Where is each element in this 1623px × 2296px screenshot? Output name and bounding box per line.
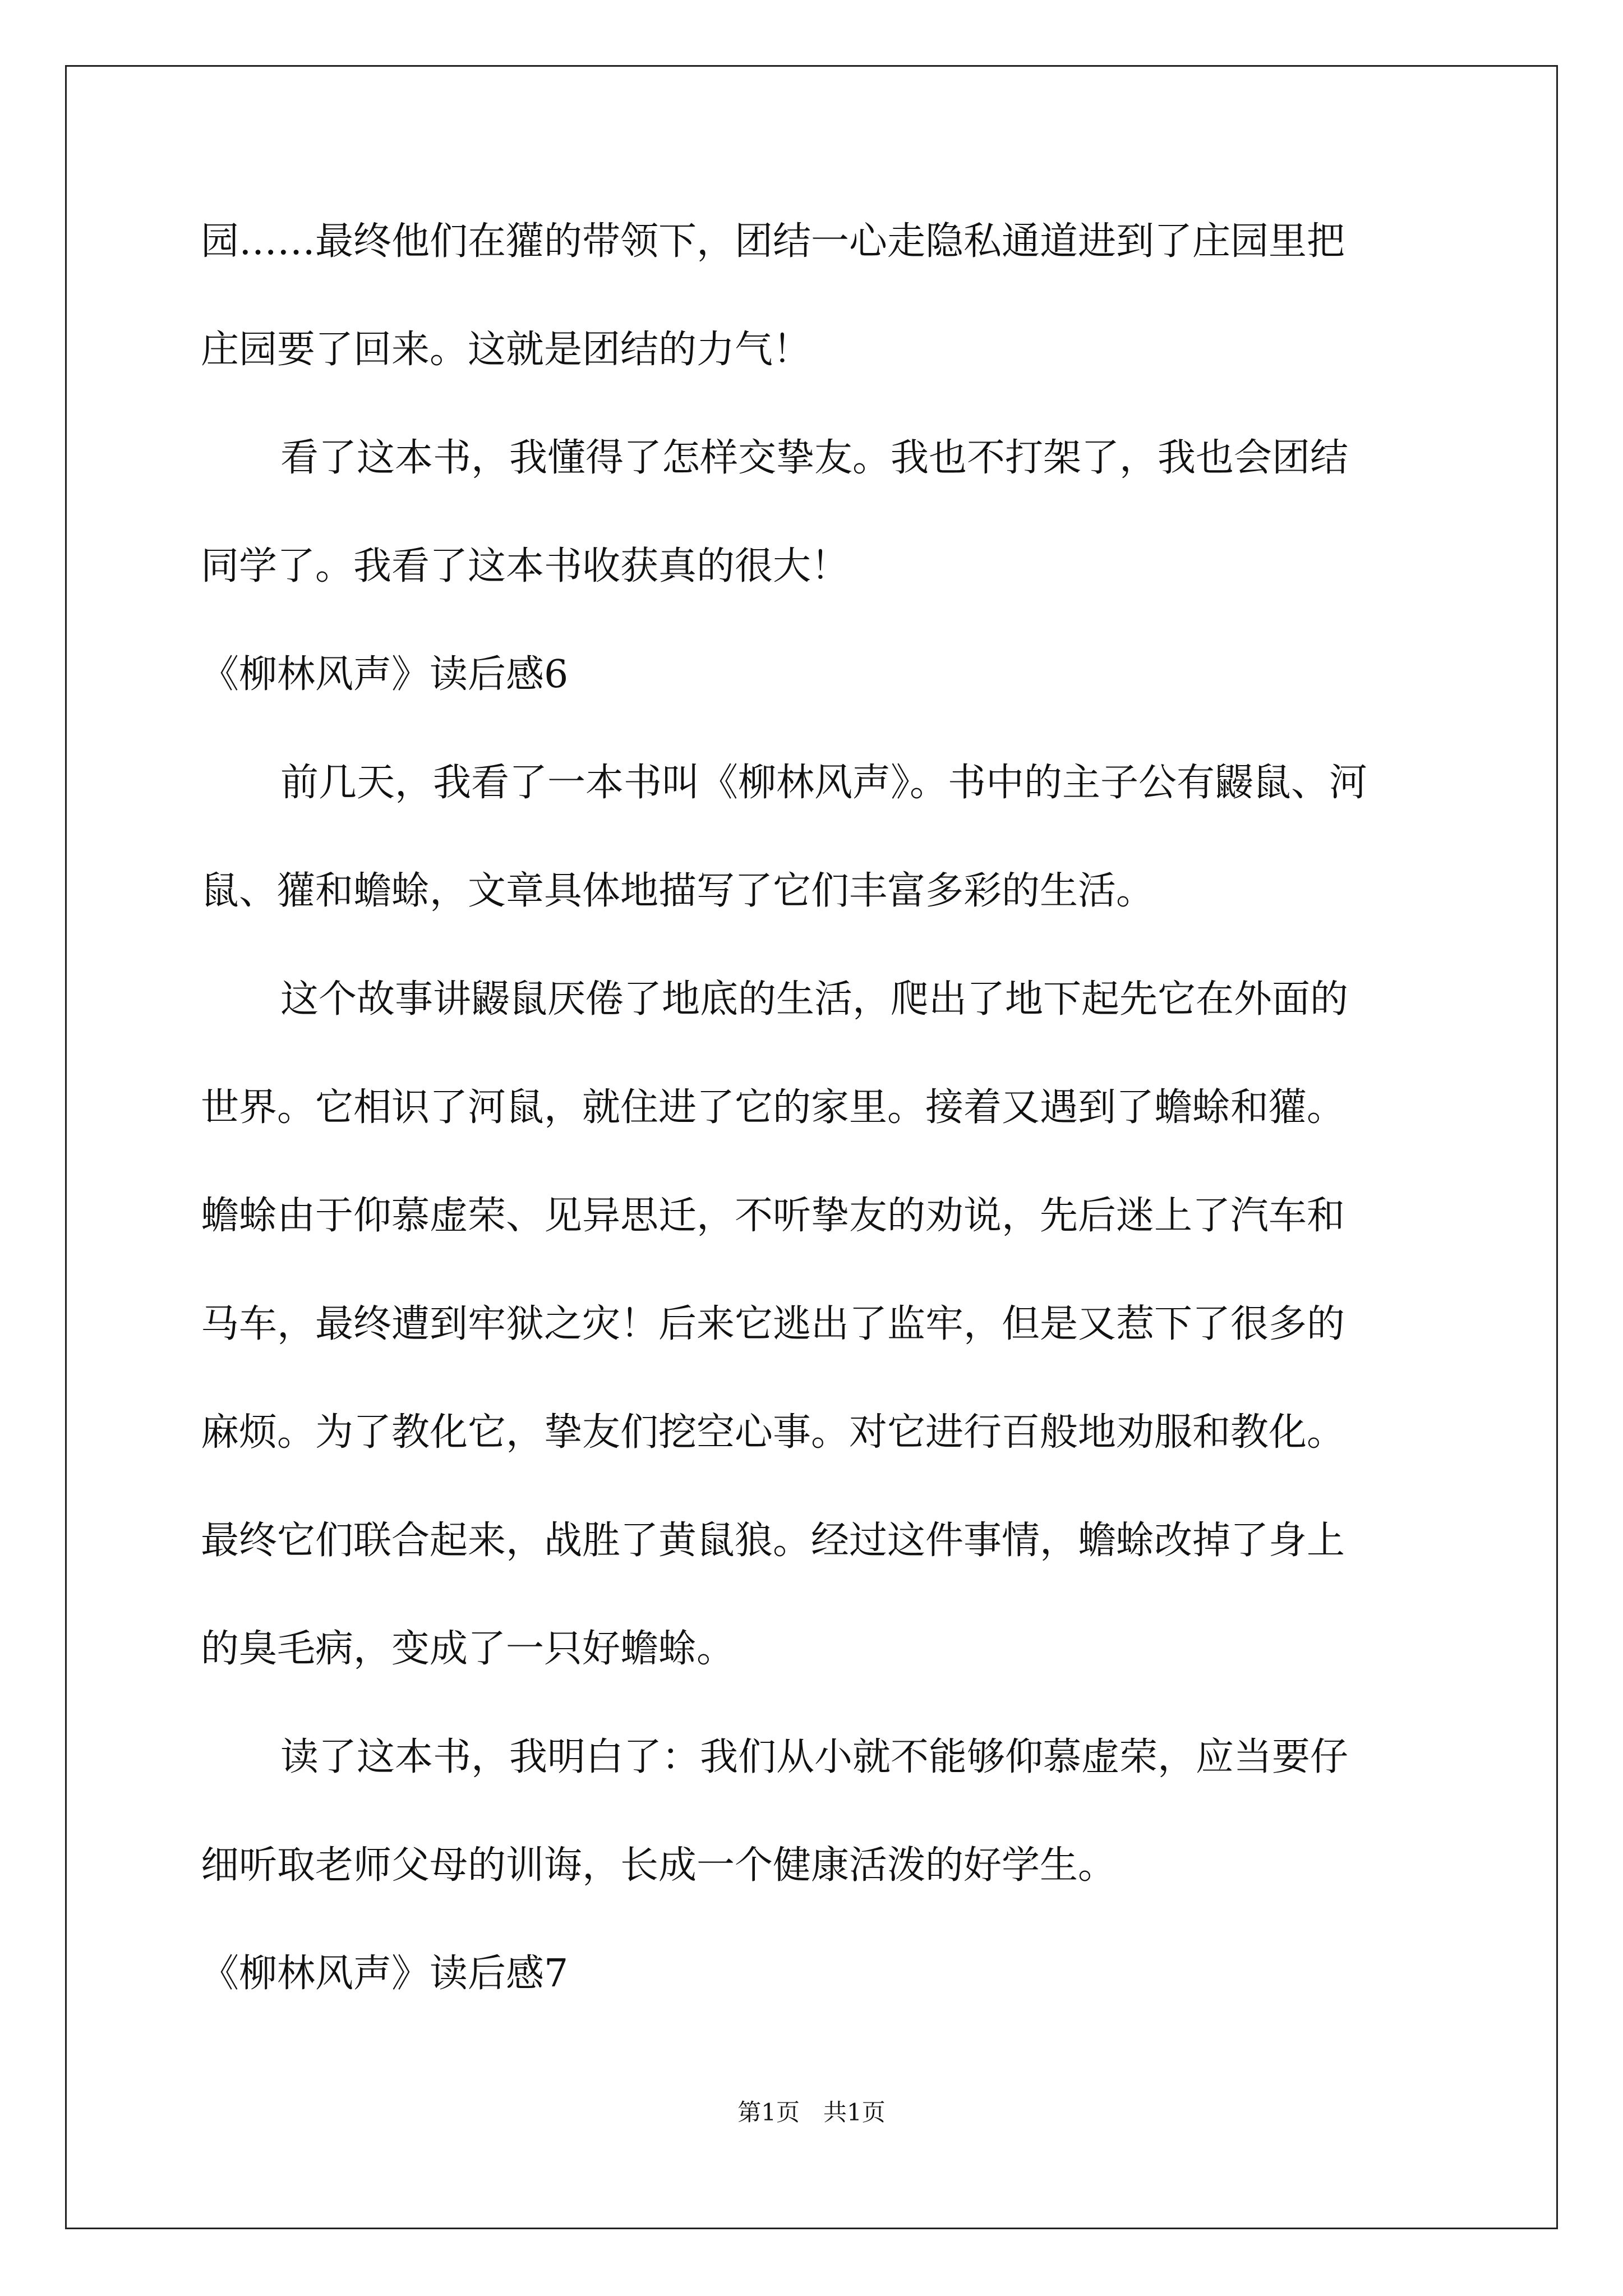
text-line: 同学了。我看了这本书收获真的很大！ xyxy=(201,544,850,588)
document-body xyxy=(201,215,1429,2056)
text-line: 蟾蜍由于仰慕虚荣、见异思迁，不听挚友的劝说，先后迷上了汽车和 xyxy=(201,1194,1345,1238)
text-line: 麻烦。为了教化它，挚友们挖空心事。对它进行百般地劝服和教化。 xyxy=(201,1410,1345,1455)
text-line: 园……最终他们在獾的带领下，团结一心走隐私通道进到了庄园里把 xyxy=(201,219,1345,264)
text-line: 细听取老师父母的训诲，长成一个健康活泼的好学生。 xyxy=(201,1843,1117,1888)
paragraph-start: 前几天，我看了一本书叫《柳林风声》。书中的主子公有鼹鼠、河 xyxy=(280,761,1368,805)
paragraph-start: 看了这本书，我懂得了怎样交挚友。我也不打架了，我也会团结 xyxy=(280,436,1349,480)
section-heading: 《柳林风声》读后感6 xyxy=(201,652,569,697)
section-heading: 《柳林风声》读后感7 xyxy=(201,1952,569,1996)
text-line: 庄园要了回来。这就是团结的力气！ xyxy=(201,328,811,372)
text-line: 世界。它相识了河鼠，就住进了它的家里。接着又遇到了蟾蜍和獾。 xyxy=(201,1085,1345,1130)
text-line: 马车，最终遭到牢狱之灾！后来它逃出了监牢，但是又惹下了很多的 xyxy=(201,1302,1345,1346)
paragraph-start: 读了这本书，我明白了：我们从小就不能够仰慕虚荣，应当要仔 xyxy=(280,1735,1349,1779)
text-line: 最终它们联合起来，战胜了黄鼠狼。经过这件事情，蟾蜍改掉了身上 xyxy=(201,1519,1345,1563)
paragraph-start: 这个故事讲鼹鼠厌倦了地底的生活，爬出了地下起先它在外面的 xyxy=(280,977,1349,1022)
page-footer: 第1页 共1页 xyxy=(737,2099,886,2126)
text-line: 鼠、獾和蟾蜍，文章具体地描写了它们丰富多彩的生活。 xyxy=(201,869,1155,913)
text-line: 的臭毛病，变成了一只好蟾蜍。 xyxy=(201,1627,735,1671)
